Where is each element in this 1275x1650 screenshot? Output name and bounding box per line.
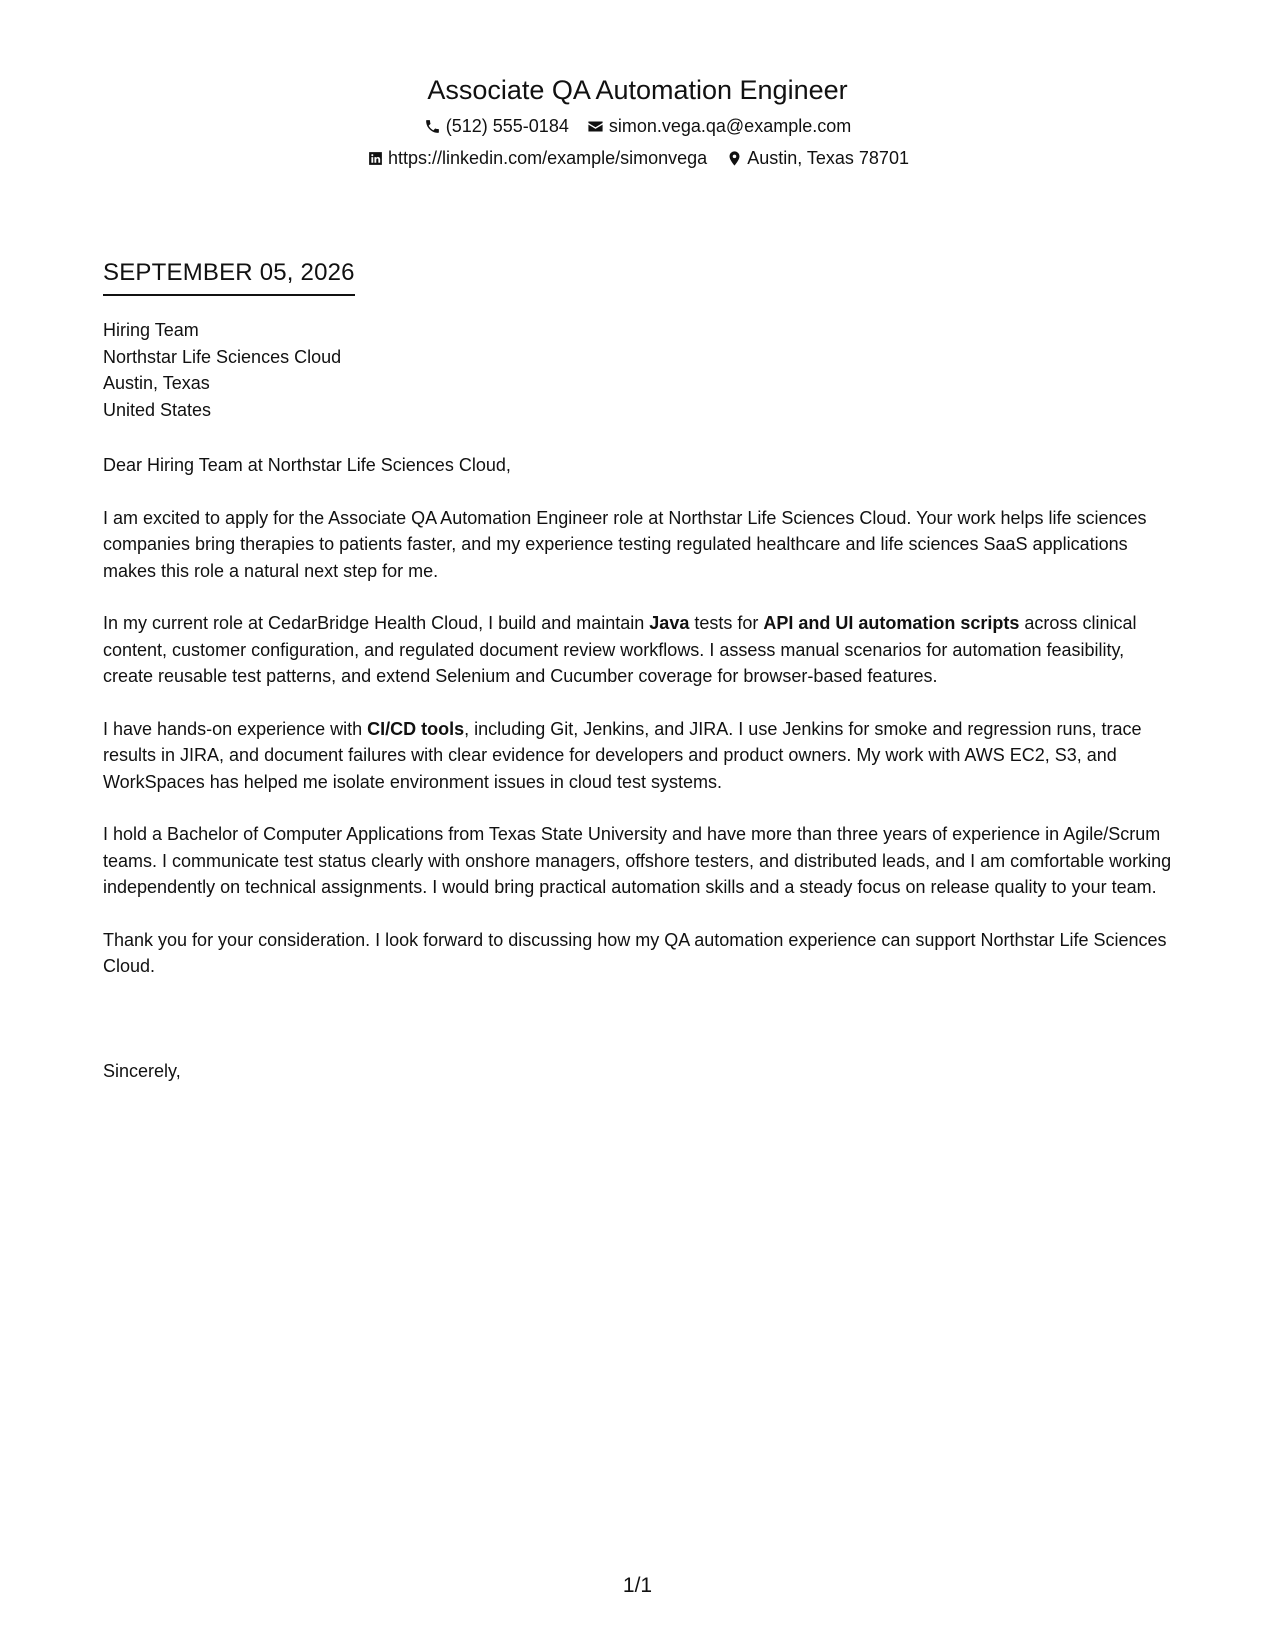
phone-icon — [424, 117, 442, 135]
page-indicator: 1/1 — [622, 1574, 653, 1597]
recipient-line: Northstar Life Sciences Cloud — [103, 346, 342, 367]
location-contact — [725, 146, 909, 170]
text-run: tests for — [689, 613, 764, 633]
linkedin-url: https://linkedin.com/example/simonvega — [388, 148, 708, 168]
recipient-line: United States — [103, 399, 212, 420]
phone-number: (512) 555-0184 — [445, 116, 569, 136]
job-title: Associate QA Automation Engineer — [427, 75, 848, 105]
paragraph-intro: I am excited to apply for the Associate QA Automation Engineer role at Northstar Life Sciences Cloud. Your work helps life sciences companies bring therapies to patients faster, and my experience testing regulated healthcare and life sciences SaaS applications makes this role a natural next step for me. — [103, 507, 1147, 581]
map-pin-icon — [725, 149, 743, 167]
bold-text: API and UI automation scripts — [763, 613, 1020, 633]
recipient-line: Hiring Team — [103, 320, 199, 340]
envelope-icon — [587, 117, 605, 135]
linkedin-icon — [366, 149, 384, 167]
contact-line-2 — [0, 146, 1275, 170]
text-run: I have hands-on experience with — [103, 718, 368, 739]
phone-contact — [424, 114, 569, 138]
greeting: Dear Hiring Team at Northstar Life Sciences Cloud, — [103, 455, 511, 475]
text-run: across clinical content, customer configuration, and regulated document review workflows. I assess manual scenarios for automation feasibility, create reusable test patterns, and extend Selenium and Cucumber coverage for browser-based features. — [103, 613, 1137, 686]
paragraph-current-role — [103, 610, 1178, 690]
linkedin-contact — [366, 146, 707, 170]
bold-text: Java — [649, 613, 690, 633]
paragraph-tools — [103, 716, 1178, 796]
date-section — [103, 258, 355, 296]
contact-line-1 — [0, 114, 1275, 138]
bold-text: CI/CD tools — [367, 718, 465, 739]
paragraph-education: I hold a Bachelor of Computer Applications from Texas State University and have more than three years of experience in Agile/Scrum teams. I communicate test status clearly with onshore managers, offshore testers, and distributed leads, and I am comfortable working independently on technical assignments. I would bring practical automation skills and a steady focus on release quality to your team. — [103, 824, 1172, 897]
email-contact — [587, 114, 851, 138]
text-run: , including Git, Jenkins, and JIRA. I use Jenkins for smoke and regression runs, trace results in JIRA, and document failures with clear evidence for developers and product owners. My work with AWS EC2, S3, and WorkSpaces has helped me isolate environment issues in cloud test systems. — [103, 718, 1142, 792]
paragraph-closing: Thank you for your consideration. I look forward to discussing how my QA automation experience can support Northstar Life Sciences Cloud. — [103, 929, 1167, 976]
letter-date: SEPTEMBER 05, 2026 — [103, 258, 355, 296]
text-run: In my current role at CedarBridge Health Cloud, I build and maintain — [103, 613, 650, 633]
location-text: Austin, Texas 78701 — [747, 148, 909, 168]
letter-body — [103, 452, 1178, 1006]
email-address: simon.vega.qa@example.com — [608, 116, 852, 136]
recipient-address — [103, 317, 341, 423]
letter-header — [0, 72, 1275, 170]
signoff: Sincerely, — [103, 1061, 181, 1081]
recipient-line: Austin, Texas — [103, 373, 210, 393]
